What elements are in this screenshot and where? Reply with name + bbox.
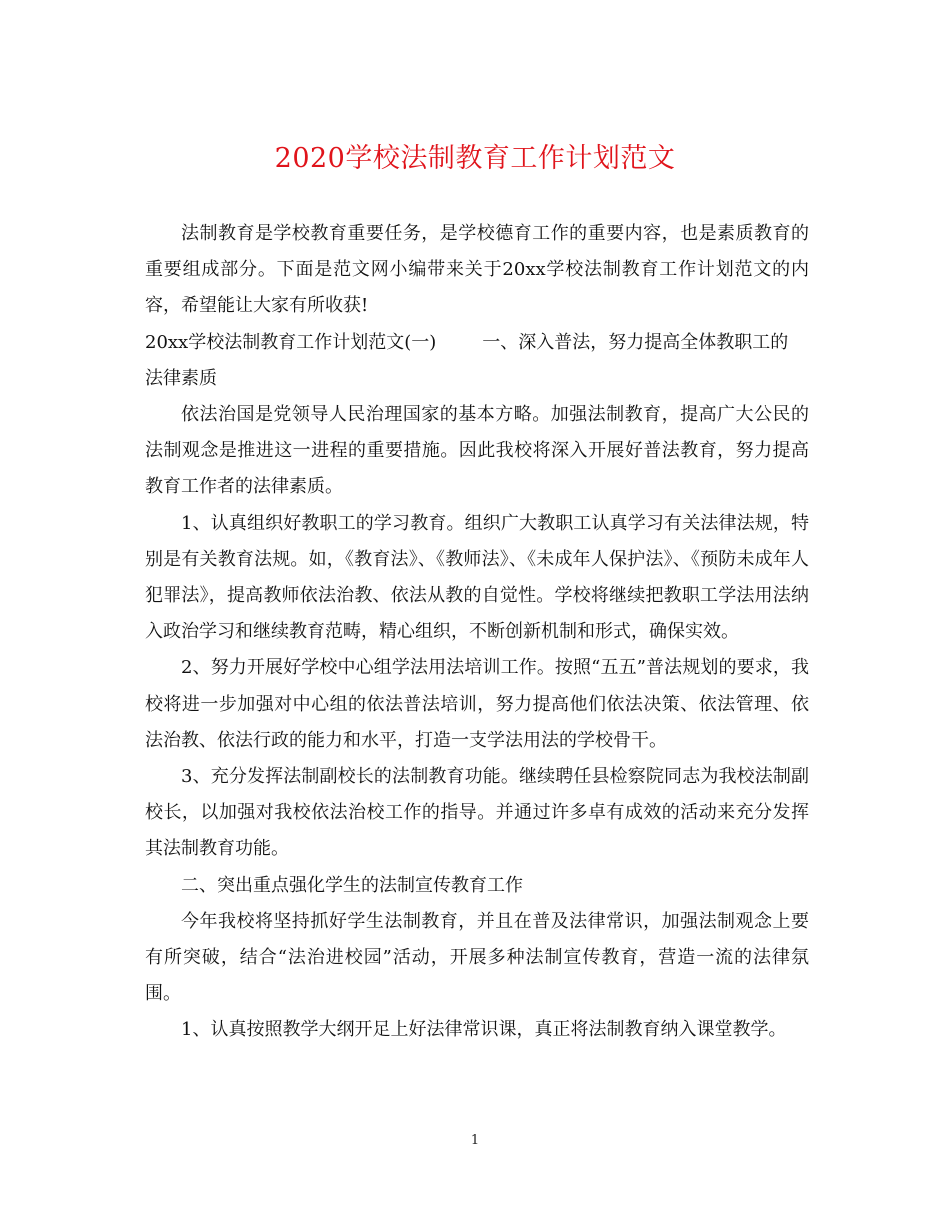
document-title: 2020学校法制教育工作计划范文 xyxy=(274,143,676,174)
document-body xyxy=(145,216,809,1049)
section-heading-line xyxy=(145,325,809,361)
body-paragraph: 依法治国是党领导人民治理国家的基本方略。加强法制教育，提高广大公民的法制观念是推进这一进程的重要措施。因此我校将深入开展好普法教育，努力提高教育工作者的法律素质。 xyxy=(145,404,809,498)
body-paragraph: 今年我校将坚持抓好学生法制教育，并且在普及法律常识，加强法制观念上要有所突破，结合“法治进校园”活动，开展多种法制宣传教育，营造一流的法律氛围。 xyxy=(145,910,809,1005)
section-heading-item: 一、深入普法，努力提高全体教职工的 xyxy=(482,331,789,353)
intro-paragraph: 法制教育是学校教育重要任务，是学校德育工作的重要内容，也是素质教育的重要组成部分。下面是范文网小编带来关于20xx学校法制教育工作计划范文的内容，希望能让大家有所收获! xyxy=(145,223,809,317)
body-paragraph: 1、认真组织好教职工的学习教育。组织广大教职工认真学习有关法律法规，特别是有关教育法规。如，《教育法》、《教师法》、《未成年人保护法》、《预防未成年人犯罪法》，提高教师依法治教、依法从教的自觉性。学校将继续把教职工学法用法纳入政治学习和继续教育范畴，精心组织，不断创新机制和形式，确保实效。 xyxy=(145,512,809,643)
page-number: 1 xyxy=(470,1133,480,1148)
section-heading: 二、突出重点强化学生的法制宣传教育工作 xyxy=(181,874,523,896)
body-paragraph: 2、努力开展好学校中心组学法用法培训工作。按照“五五”普法规划的要求，我校将进一步加强对中心组的依法普法培训，努力提高他们依法决策、依法管理、依法治教、依法行政的能力和水平，打造一支学法用法的学校骨干。 xyxy=(145,657,809,751)
section-heading-continuation: 法律素质 xyxy=(145,367,217,389)
section-heading-title: 20xx学校法制教育工作计划范文(一) xyxy=(145,331,437,353)
body-paragraph: 3、充分发挥法制副校长的法制教育功能。继续聘任县检察院同志为我校法制副校长，以加强对我校依法治校工作的指导。并通过许多卓有成效的活动来充分发挥其法制教育功能。 xyxy=(145,766,809,860)
body-paragraph: 1、认真按照教学大纲开足上好法律常识课，真正将法制教育纳入课堂教学。 xyxy=(181,1019,787,1041)
